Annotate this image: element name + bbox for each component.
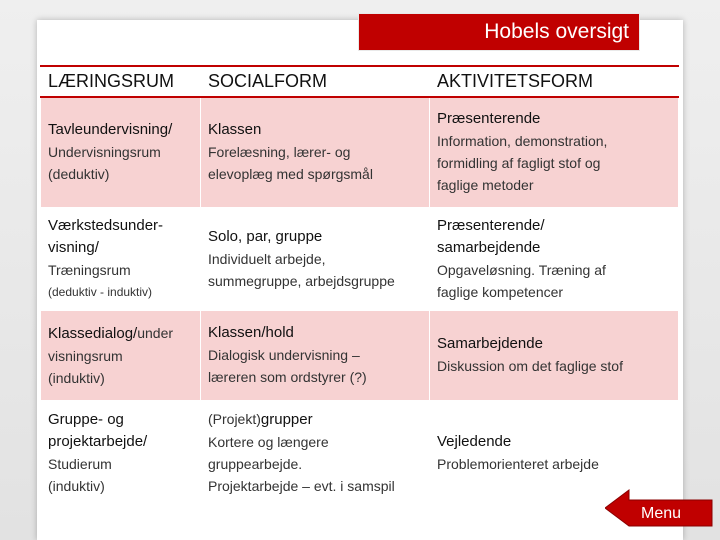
cell-laeringsrum bbox=[41, 310, 201, 400]
cell-socialform bbox=[201, 207, 430, 310]
cell-sub-text: summegruppe, arbejdsgruppe bbox=[208, 272, 395, 289]
cell-laeringsrum bbox=[41, 207, 201, 310]
cell-sub-text: Projektarbejde – evt. i samspil bbox=[208, 478, 395, 494]
cell-sub-text: læreren som ordstyrer (?) bbox=[208, 369, 367, 385]
table-row bbox=[41, 207, 679, 310]
cell-main-text-rest: under bbox=[137, 324, 174, 341]
cell-sub-text: (induktiv) bbox=[48, 477, 105, 494]
cell-sub-text: elevoplæg med spørgsmål bbox=[208, 166, 373, 183]
cell-main-text: Vejledende bbox=[437, 432, 512, 450]
cell-main-text: Præsenterende bbox=[437, 110, 541, 128]
cell-sub-text: visningsrum bbox=[48, 347, 123, 364]
cell-sub-text: Information, demonstration, bbox=[437, 133, 608, 150]
menu-button[interactable] bbox=[605, 489, 713, 527]
cell-laeringsrum bbox=[41, 97, 201, 207]
cell-main-text: Klassedialog/ bbox=[48, 324, 138, 342]
cell-socialform bbox=[201, 400, 430, 505]
cell-main-text: projektarbejde/ bbox=[48, 432, 148, 450]
header-row bbox=[41, 66, 679, 97]
cell-main-text: samarbejdende bbox=[437, 238, 541, 256]
menu-button-label: Menu bbox=[641, 505, 682, 522]
cell-sub-text: Dialogisk undervisning – bbox=[208, 347, 360, 363]
header-socialform: SOCIALFORM bbox=[201, 66, 430, 97]
cell-main-text: Klassen/hold bbox=[208, 324, 294, 341]
cell-sub-text: Træningsrum bbox=[48, 261, 131, 278]
cell-main-text: Præsenterende/ bbox=[437, 216, 545, 234]
cell-main-line bbox=[48, 322, 196, 345]
cell-sub-text: faglige kompetencer bbox=[437, 283, 564, 300]
cell-aktivitetsform bbox=[430, 97, 679, 207]
cell-sub-text: Forelæsning, lærer- og bbox=[208, 144, 351, 161]
cell-main-text-prefix: (Projekt) bbox=[208, 411, 261, 427]
cell-sub-text: Studierum bbox=[48, 455, 112, 472]
cell-aktivitetsform bbox=[430, 207, 679, 310]
cell-sub-text: Undervisningsrum bbox=[48, 144, 161, 161]
cell-aktivitetsform bbox=[430, 310, 679, 400]
cell-main-text: grupper bbox=[260, 411, 313, 428]
cell-sub-text: formidling af fagligt stof og bbox=[437, 155, 601, 172]
cell-main-text: visning/ bbox=[48, 238, 99, 256]
header-aktivitetsform: AKTIVITETSFORM bbox=[430, 66, 679, 97]
cell-socialform bbox=[201, 97, 430, 207]
cell-sub-text: (induktiv) bbox=[48, 369, 105, 386]
cell-main-text: Samarbejdende bbox=[437, 335, 543, 352]
cell-main-line bbox=[208, 408, 425, 431]
cell-main-text: Solo, par, gruppe bbox=[208, 227, 323, 245]
table-row bbox=[41, 400, 679, 505]
cell-main-text: Klassen bbox=[208, 121, 262, 139]
cell-socialform bbox=[201, 310, 430, 400]
table-row bbox=[41, 97, 679, 207]
cell-sub-text: Individuelt arbejde, bbox=[208, 250, 326, 267]
cell-main-text: Gruppe- og bbox=[48, 410, 124, 428]
cell-sub-text: Problemorienteret arbejde bbox=[437, 455, 599, 472]
cell-sub-text: (deduktiv) bbox=[48, 166, 110, 183]
header-laeringsrum: LÆRINGSRUM bbox=[41, 66, 201, 97]
cell-sub-text: (deduktiv - induktiv) bbox=[48, 284, 153, 299]
overview-table bbox=[40, 65, 679, 506]
slide-title: Hobels oversigt bbox=[358, 13, 640, 51]
cell-sub-text: gruppearbejde. bbox=[208, 456, 303, 472]
cell-sub-text: Kortere og længere bbox=[208, 434, 329, 450]
cell-main-text: Værkstedsunder- bbox=[48, 216, 164, 234]
cell-sub-text: Opgaveløsning. Træning af bbox=[437, 261, 606, 278]
table-row bbox=[41, 310, 679, 400]
cell-laeringsrum bbox=[41, 400, 201, 505]
cell-sub-text: faglige metoder bbox=[437, 177, 534, 194]
cell-sub-text: Diskussion om det faglige stof bbox=[437, 358, 623, 374]
cell-main-text: Tavleundervisning/ bbox=[48, 121, 173, 139]
